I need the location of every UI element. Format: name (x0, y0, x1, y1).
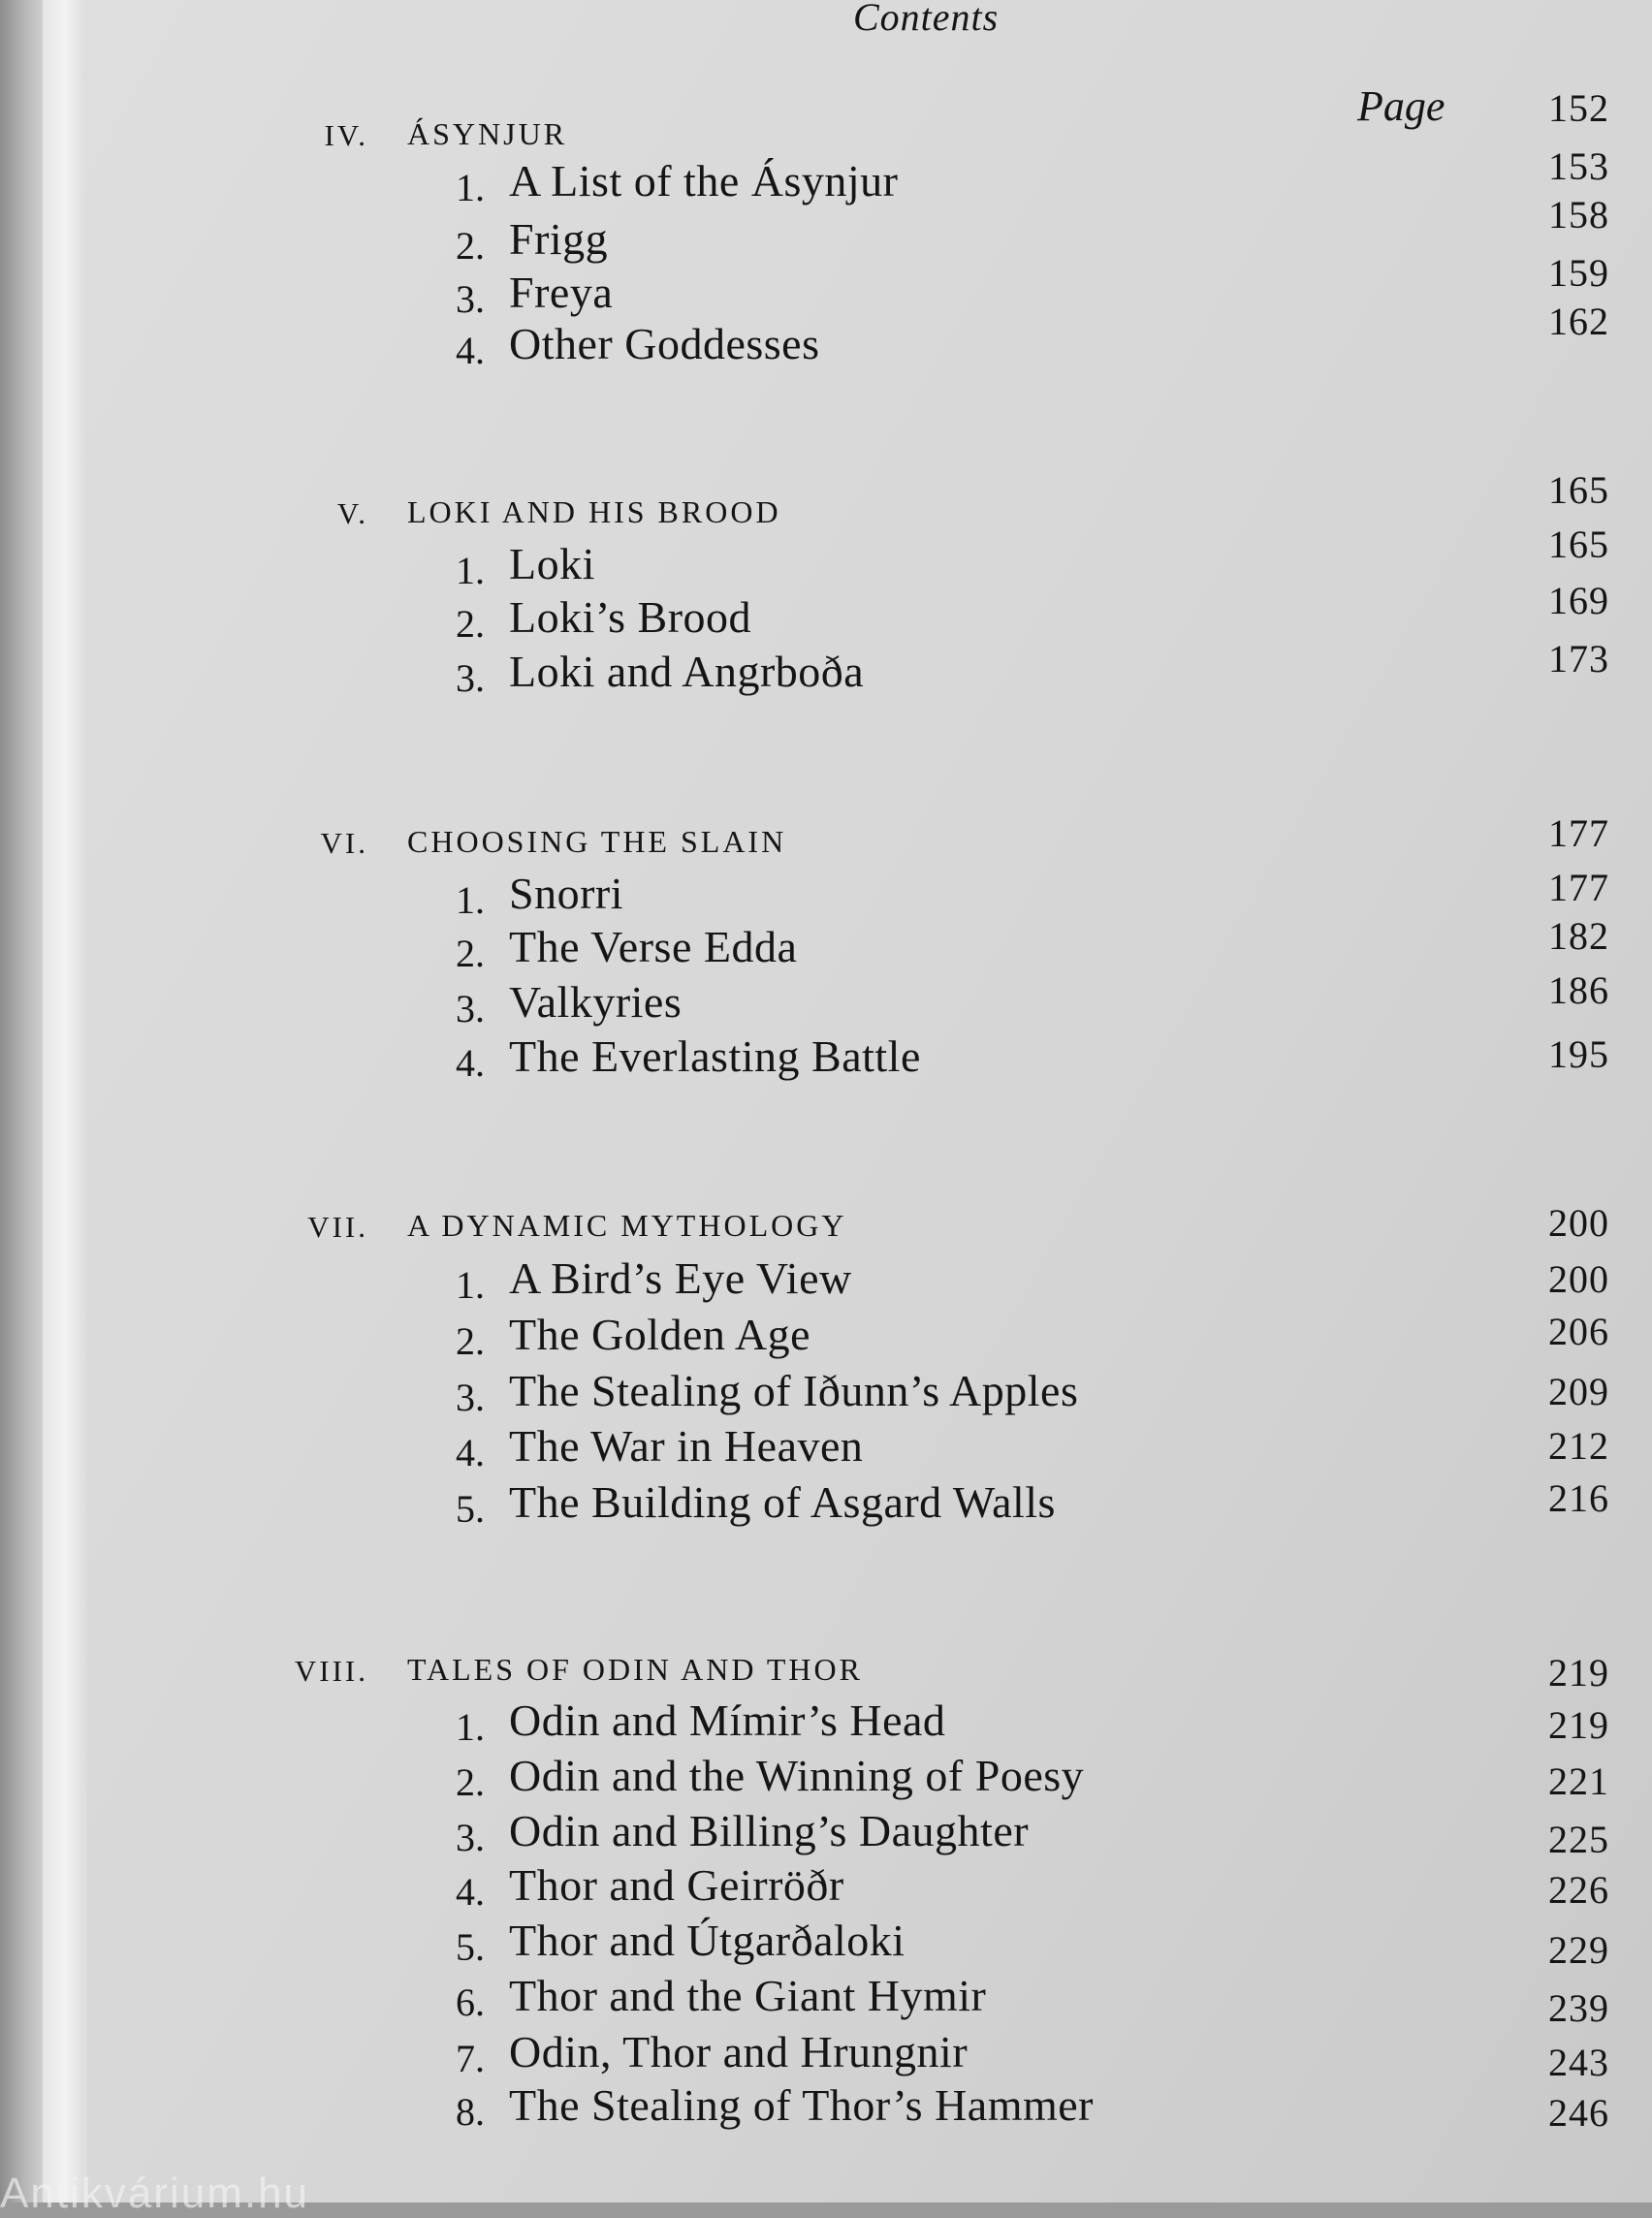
section-page: 246 (1548, 2091, 1609, 2135)
chapter-title: ÁSYNJUR (407, 116, 568, 151)
section-page: 173 (1548, 637, 1609, 681)
section-number: 2. (456, 224, 485, 268)
section-title: Odin and Billing’s Daughter (509, 1806, 1030, 1855)
section-number: 1. (456, 1705, 485, 1749)
section-page: 239 (1548, 1986, 1609, 2030)
section-page: 162 (1548, 300, 1609, 343)
page-edge (43, 0, 88, 2202)
section-page: 225 (1548, 1818, 1609, 1861)
book-spine (0, 0, 43, 2202)
section-title: The Stealing of Thor’s Hammer (509, 2080, 1094, 2130)
section-title: The Building of Asgard Walls (509, 1477, 1056, 1527)
section-page: 206 (1548, 1310, 1609, 1353)
chapter-page: 152 (1548, 86, 1609, 130)
section-page: 169 (1548, 579, 1609, 622)
section-page: 209 (1548, 1370, 1609, 1413)
page-column-label: Page (1357, 82, 1446, 130)
section-page: 226 (1548, 1868, 1609, 1912)
section-page: 182 (1548, 914, 1609, 958)
section-number: 5. (456, 1925, 485, 1969)
section-page: 195 (1548, 1032, 1609, 1076)
section-title: Odin and the Winning of Poesy (509, 1751, 1085, 1800)
section-number: 1. (456, 549, 485, 592)
chapter-page: 200 (1548, 1201, 1609, 1245)
section-page: 186 (1548, 968, 1609, 1012)
section-title: Other Goddesses (509, 319, 820, 368)
chapter-numeral: VIII. (294, 1654, 368, 1688)
chapter-title: A DYNAMIC MYTHOLOGY (407, 1208, 847, 1243)
section-number: 1. (456, 166, 485, 209)
section-number: 7. (456, 2037, 485, 2080)
section-number: 4. (456, 1431, 485, 1474)
section-page: 165 (1548, 523, 1609, 566)
chapter-numeral: VI. (320, 826, 368, 860)
chapter-numeral: V. (336, 496, 368, 530)
chapter-title: TALES OF ODIN AND THOR (407, 1652, 863, 1687)
section-title: The Everlasting Battle (509, 1031, 921, 1081)
section-number: 8. (456, 2090, 485, 2134)
section-title: A List of the Ásynjur (509, 156, 899, 206)
section-title: Loki and Angrboða (509, 647, 865, 696)
section-title: Freya (509, 268, 614, 317)
section-title: Thor and Geirröðr (509, 1860, 844, 1910)
chapter-numeral: VII. (307, 1210, 368, 1244)
watermark: Antikvárium.hu (0, 2170, 310, 2217)
chapter-title: LOKI AND HIS BROOD (407, 494, 781, 529)
chapter-page: 177 (1548, 811, 1609, 855)
section-number: 4. (456, 1870, 485, 1914)
section-number: 3. (456, 987, 485, 1030)
section-number: 1. (456, 878, 485, 922)
chapter-page: 165 (1548, 468, 1609, 512)
section-page: 219 (1548, 1703, 1609, 1747)
section-number: 3. (456, 1816, 485, 1859)
section-page: 158 (1548, 193, 1609, 237)
section-page: 200 (1548, 1257, 1609, 1301)
section-title: Odin and Mímir’s Head (509, 1695, 946, 1745)
section-number: 2. (456, 1319, 485, 1363)
section-title: Loki’s Brood (509, 592, 752, 642)
section-title: The Verse Edda (509, 922, 798, 971)
section-title: Valkyries (509, 977, 683, 1027)
section-number: 1. (456, 1263, 485, 1307)
chapter-page: 219 (1548, 1651, 1609, 1695)
section-number: 2. (456, 932, 485, 975)
chapter-title: CHOOSING THE SLAIN (407, 824, 787, 859)
section-page: 177 (1548, 866, 1609, 909)
section-page: 159 (1548, 251, 1609, 295)
running-head: Contents (853, 0, 1000, 39)
section-title: Snorri (509, 869, 623, 918)
section-title: A Bird’s Eye View (509, 1253, 852, 1303)
section-title: The Golden Age (509, 1310, 811, 1359)
section-page: 221 (1548, 1759, 1609, 1803)
section-number: 2. (456, 1760, 485, 1804)
section-title: Thor and Útgarðaloki (509, 1916, 905, 1965)
section-title: Thor and the Giant Hymir (509, 1971, 987, 2020)
section-page: 153 (1548, 144, 1609, 188)
section-number: 4. (456, 329, 485, 372)
contents-page (87, 0, 1652, 2202)
section-title: Frigg (509, 214, 609, 264)
section-page: 229 (1548, 1928, 1609, 1972)
section-title: The War in Heaven (509, 1421, 864, 1471)
section-page: 216 (1548, 1476, 1609, 1520)
section-title: The Stealing of Iðunn’s Apples (509, 1366, 1079, 1415)
section-page: 243 (1548, 2041, 1609, 2084)
section-number: 4. (456, 1041, 485, 1085)
section-title: Loki (509, 539, 595, 588)
section-number: 6. (456, 1980, 485, 2024)
section-number: 3. (456, 656, 485, 700)
section-number: 5. (456, 1487, 485, 1531)
section-number: 3. (456, 277, 485, 321)
section-title: Odin, Thor and Hrungnir (509, 2027, 969, 2076)
section-number: 2. (456, 602, 485, 646)
section-number: 3. (456, 1376, 485, 1419)
chapter-numeral: IV. (324, 118, 368, 152)
section-page: 212 (1548, 1424, 1609, 1468)
